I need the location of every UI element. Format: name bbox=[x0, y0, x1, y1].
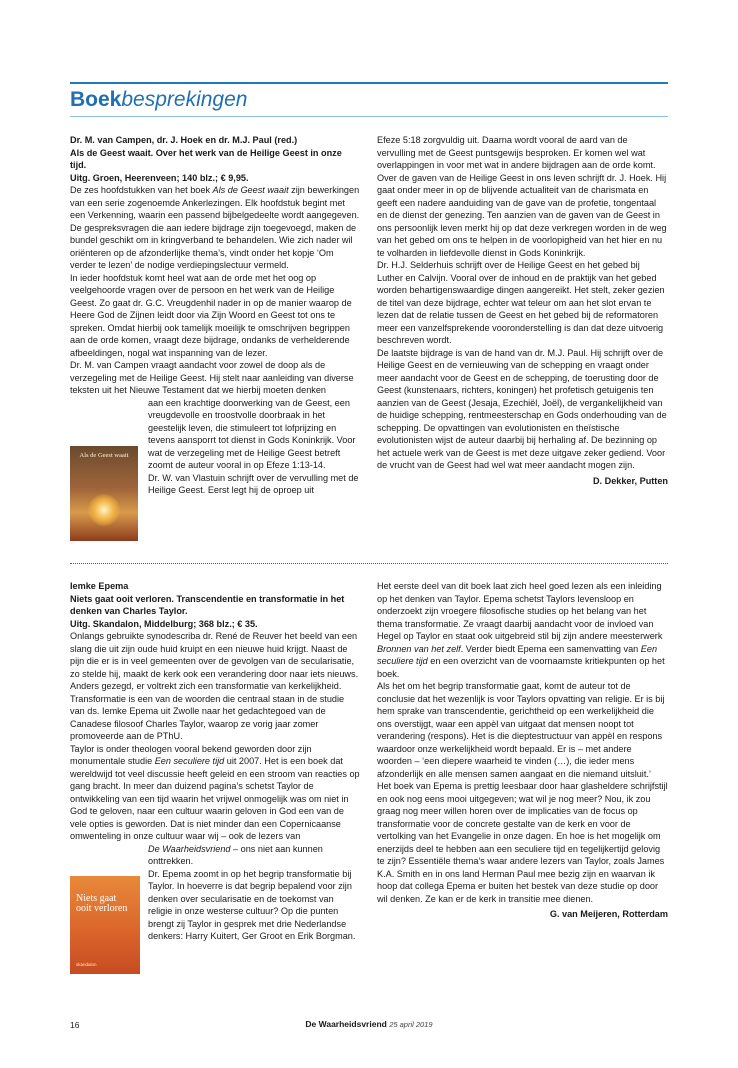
dove-glow bbox=[88, 494, 120, 526]
review1-publisher: Uitg. Groen, Heerenveen; 140 blz.; € 9,95. bbox=[70, 172, 249, 183]
heading-underline bbox=[70, 116, 668, 117]
review-separator bbox=[70, 563, 668, 564]
book-title: Een seculiere tijd bbox=[154, 756, 225, 766]
review2-paragraph: Taylor is onder theologen vooral bekend geworden door zijn monumentale studie Een seculiere tijd uit 2007. Het is een boek dat wereldwijd tot veel discussie heeft geleid en een stroom van reacties op gang bracht. In meer dan duizend pagina’s schetst Taylor de ontwikkeling van een tijd waarin het vrijwel onmogelijk was om niet in God te geloven, naar een cultuur waarin geloven in God een van de vele opties is geworden. Dat is niet minder dan een Copernicaanse omwenteling in onze cultuur waar wij – ook de lezers van bbox=[70, 743, 360, 841]
footer-date: 25 april 2019 bbox=[389, 1020, 433, 1029]
review1-paragraph: Dr. W. van Vlastuin schrijft over de vervulling met de Heilige Geest. Eerst legt hij de oproep uit bbox=[148, 472, 359, 495]
heading-bold: Boek bbox=[70, 88, 122, 111]
review1-left-column bbox=[70, 134, 360, 497]
book-title: Bronnen van het zelf bbox=[377, 643, 461, 654]
review2-paragraph: Het boek van Epema is prettig leesbaar door haar glasheldere schrijfstijl en ook nog eens mooi uitgegeven; wat wil je nog meer? Nou, ik zou graag nog meer willen horen over de implicaties van de focus op transformatie voor de concrete gestalte van de kerk en voor de vertolking van het Evangelie in onze dagen. En hoe is het mogelijk om enerzijds deel te hebben aan een seculiere tijd en tegelijkertijd gelovig te zijn? Essentiële thema’s waar andere lezers van Taylor, zoals James K.A. Smith en in ons land Herman Paul mee bezig zijn en waarvan ik hoop dat collega Epema er buiten het bestek van deze studie op door wil denken. Ze kan er de kerk in transitie mee dienen. bbox=[377, 781, 668, 904]
page-number: 16 bbox=[70, 1020, 80, 1030]
review1-signature: D. Dekker, Putten bbox=[592, 475, 668, 486]
footer-magazine: De Waarheidsvriend bbox=[305, 1019, 387, 1029]
review2-paragraph: Het eerste deel van dit boek laat zich heel goed lezen als een inleiding op het denken van Taylor. Epema schetst Taylors levensloop en onderzoekt zijn vroegere filosofische studies op het belang van het thema transformatie. Ze vraagt daarbij aandacht voor de invloed van Hegel op Taylor en staat ook uitgebreid stil bij zijn andere meesterwerk Bronnen van het zelf. Verder biedt Epema een samenvatting van Een seculiere tijd en een overzicht van de voornaamste kritiekpunten op het boek. bbox=[377, 581, 665, 679]
heading-italic: besprekingen bbox=[121, 88, 248, 111]
cover-title: Als de Geest waait bbox=[79, 452, 129, 459]
review1-paragraph: Dr. M. van Campen vraagt aandacht voor zowel de doop als de verzegeling met de Heilige Geest. Hij stelt naar aanleiding van diverse teksten uit het Nieuwe Testament dat we hierbij moeten denken bbox=[70, 360, 354, 395]
review2-title: Niets gaat ooit verloren. Transcendentie en transformatie in het denken van Charles Taylor. bbox=[70, 593, 345, 616]
review2-paragraph: De Waarheidsvriend – ons niet aan kunnen onttrekken. bbox=[148, 843, 323, 866]
review2-paragraph: Als het om het begrip transformatie gaat, komt de auteur tot de conclusie dat het wezenlijk is voor Taylors opvatting van religie. Er is bij hem sprake van transcendentie, gerichtheid op een werkelijkheid die ons overstijgt, waar een appèl van uitgaat dat mensen noopt tot verandering (respons). Het is die dieptestructuur van appèl en respons waardoor onze werkelijkheid wordt bepaald. Er is – met andere woorden – ‘een diepere waarheid te vinden (…), die ieder mens afzonderlijk en alle mensen samen aangaat en die niemand uitsluit.’ bbox=[377, 681, 665, 779]
review1-paragraph: De laatste bijdrage is van de hand van dr. M.J. Paul. Hij schrijft over de Heilige Geest en de vernieuwing van de schepping en vraagt onder meer aandacht voor de Geest en de schepping, de toerusting door de Geest (kunstenaars, richters, koningen) het profetisch getuigenis ten aanzien van de Geest (Jesaja, Ezechiël, Joël), de vergankelijkheid van de huidige schepping, rentmeesterschap en Gods onderhouding van de schepping. De opvattingen van evolutionisten en theïstische evolutionisten wijst de auteur daarbij bij herhaling af. De bezinning op het actuele werk van de Geest is met deze uitgave zeker gediend. Voor de vrucht van de Geest had wel wat meer aandacht mogen zijn. bbox=[377, 347, 667, 470]
book-title: Als de Geest waait bbox=[212, 185, 289, 195]
review1-paragraph: In ieder hoofdstuk komt heel wat aan de orde met het oog op veelgehoorde vragen over de persoon en het werk van de Heilige Geest. Zo gaat dr. G.C. Vreugdenhil nader in op de manier waarop de Heere God de Zijnen leidt door via Zijn Woord en Geest tot ons te spreken. Omdat hierbij ook tamelijk moeilijk te omschrijven begrippen aan de orde komen, vraagt deze bijdrage, ondanks de verhelderende afbeeldingen, nogal wat inspanning van de lezer. bbox=[70, 272, 352, 358]
book-cover-image bbox=[70, 876, 140, 974]
review2-author: Iemke Epema bbox=[70, 581, 129, 591]
section-heading bbox=[70, 87, 247, 113]
review1-right-column bbox=[377, 134, 668, 487]
review1-title: Als de Geest waait. Over het werk van de Heilige Geest in onze tijd. bbox=[70, 147, 342, 170]
book-cover-image bbox=[70, 446, 138, 541]
review1-authors: Dr. M. van Campen, dr. J. Hoek en dr. M.J. Paul (red.) bbox=[70, 135, 298, 145]
cover-publisher: skandalon bbox=[76, 962, 97, 967]
review1-paragraph: Efeze 5:18 zorgvuldig uit. Daarna wordt vooral de aard van de vervulling met de Geest puntsgewijs besproken. Er komen wel wat overlappingen in voor met wat in andere bijdragen aan de orde komt. Over de gaven van de Heilige Geest in ons leven schrijft dr. J. Hoek. Hij gaat onder meer in op de blijvende actualiteit van de charismata en geeft een nadere aanduiding van de gave van de profetie, tongentaal en de dienst der genezing. Ten aanzien van de gaven van de Geest in ons persoonlijk leven merkt hij op dat deze verkregen worden in de weg van het gebed om ons te helpen in de voorlopigheid van het hier en nu te volharden in liefdevolle dienst in Gods Koninkrijk. bbox=[377, 135, 667, 258]
magazine-title: De Waarheidsvriend bbox=[148, 843, 231, 854]
review2-right-column bbox=[377, 580, 668, 921]
cover-title: Niets gaat ooit verloren bbox=[76, 893, 128, 914]
review2-paragraph: Onlangs gebruikte synodescriba dr. René de Reuver het beeld van een slang die uit zijn oude huid kruipt en een nieuwe huid krijgt. Naast de pijn die er is in veel gemeenten over de gevolgen van de secularisatie, zo stelde hij, maakt de kerk ook een verandering door naar iets nieuws. Anders gezegd, er voltrekt zich een transformatie van kerkelijkheid. Transformatie is een van de woorden die centraal staan in de studie van ds. Iemke Epema uit Zwolle naar het gedachtegoed van de Canadese filosoof Charles Taylor, waarop ze vorig jaar zomer promoveerde aan de PThU. bbox=[70, 631, 359, 741]
footer-masthead bbox=[0, 1019, 738, 1029]
top-rule bbox=[70, 82, 668, 84]
review1-paragraph: aan een krachtige doorwerking van de Geest, een vreugdevolle en troostvolle doorbraak in het geestelijk leven, die stimuleert tot lofprijzing en tevens aansporrt tot dienst in Gods Koninkrijk. Voor wat de verzegeling met de Heilige Geest betreft zoomt de auteur vooral in op Efeze 1:13-14. bbox=[148, 397, 356, 470]
review2-signature: G. van Meijeren, Rotterdam bbox=[549, 909, 668, 919]
review1-paragraph: Dr. H.J. Selderhuis schrijft over de Heilige Geest en het gebed bij Luther en Calvijn. Vooral over de inhoud en de praktijk van het gebed worden behartigenswaardige dingen aangereikt. Het stelt, zeker gezien de titel van deze bijdrage, echter wat teleur om aan het slot ervan te lezen dat de relatie tussen de Geest en het gebed bij de reformatoren meer een vanzelfsprekende vooronderstelling is dan dat deze uitvoerig beschreven wordt. bbox=[377, 260, 665, 345]
review2-publisher: Uitg. Skandalon, Middelburg; 368 blz.; € 35. bbox=[70, 618, 258, 629]
review2-paragraph: Dr. Epema zoomt in op het begrip transformatie bij Taylor. In hoeverre is dat begrip bepalend voor zijn denken over secularisatie en de toekomst van religie in onze westerse cultuur? Op die punten brengt zij Taylor in gesprek met drie Nederlandse denkers: Harry Kuitert, Ger Groot en Erik Borgman. bbox=[148, 868, 356, 941]
book-title: Een seculiere tijd bbox=[377, 643, 658, 666]
review1-paragraph: De zes hoofdstukken van het boek Als de Geest waait zijn bewerkingen van een serie zogenoemde Ankerlezingen. Elk hoofdstuk begint met een Verkenning, waarin een passend bijbelgedeelte wordt aangegeven. De gespreksvragen die aan iedere bijdrage zijn toegevoegd, maken de bundel geschikt om in kringverband te behandelen. Wie zich nader wil oriënteren op de afzonderlijke thema’s, vindt onder het kopje ‘Om verder te lezen’ de nodige verdiepingslectuur vermeld. bbox=[70, 185, 360, 270]
